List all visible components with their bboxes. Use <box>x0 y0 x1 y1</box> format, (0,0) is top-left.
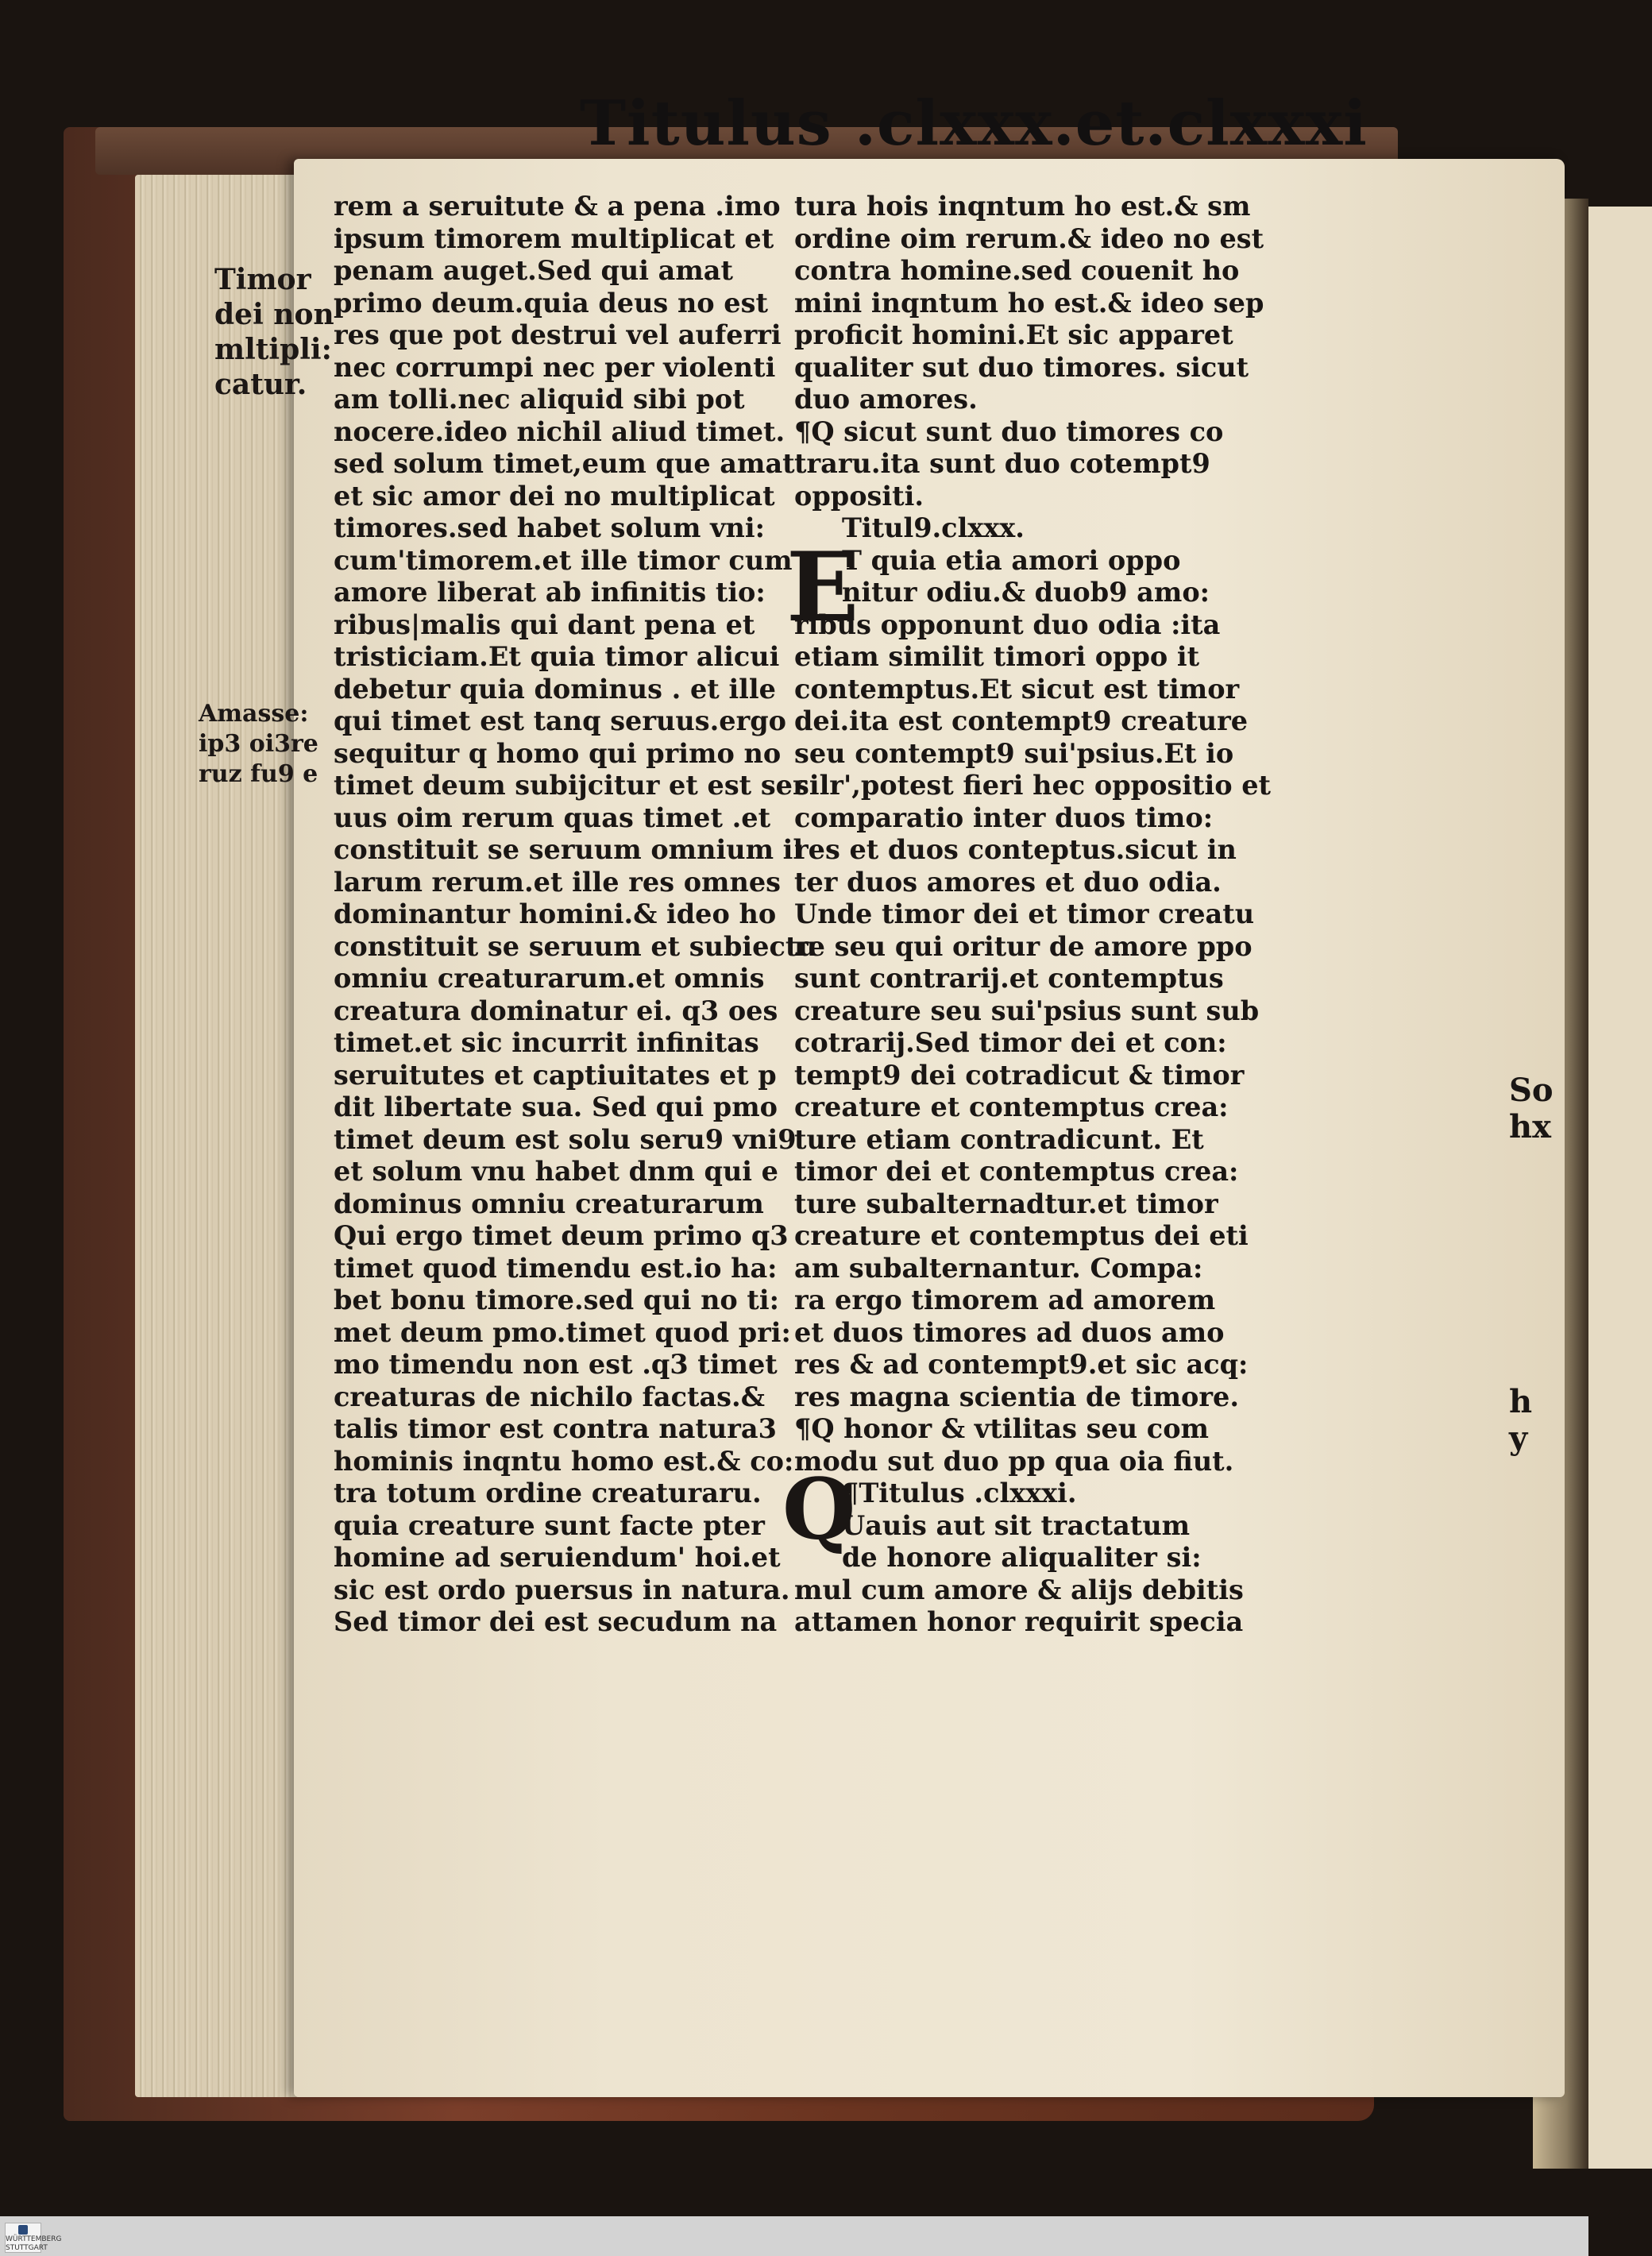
fragment: hx <box>1509 1108 1551 1145</box>
text-line: modu sut duo pp qua oia fiut. <box>794 1445 1234 1477</box>
margin-note-timor: Timor dei non mltipli: catur. <box>214 263 334 401</box>
text-line: res magna scientia de timore. <box>794 1381 1240 1412</box>
text-line: ture subalternadtur.et timor <box>794 1188 1218 1219</box>
text-line: Unde timor dei et timor creatu <box>794 898 1255 929</box>
text-line: qualiter sut duo timores. sicut <box>794 351 1249 383</box>
text-line: creature et contemptus crea: <box>794 1091 1229 1122</box>
dropcap-q: Q <box>782 1459 856 1559</box>
section-heading: Titul9.clxxx. <box>842 512 1025 543</box>
text-line: Qui ergo timet deum primo q3 <box>334 1220 789 1251</box>
text-line: res et duos conteptus.sicut in <box>794 834 1237 865</box>
text-line: dominus omniu creaturarum <box>334 1188 764 1219</box>
library-logo[interactable] <box>5 2223 62 2253</box>
text-line: timores.sed habet solum vni: <box>334 512 765 543</box>
text-line: res & ad contempt9.et sic acq: <box>794 1349 1249 1380</box>
text-line: creaturas de nichilo factas.& <box>334 1381 765 1412</box>
text-line: res que pot destrui vel auferri <box>334 319 782 350</box>
text-line: seu contempt9 sui'psius.Et io <box>794 737 1234 769</box>
left-text-column <box>334 191 817 1639</box>
text-line: ipsum timorem multiplicat et <box>334 222 774 254</box>
fragment: h <box>1509 1383 1533 1420</box>
text-line: mul cum amore & alijs debitis <box>794 1574 1244 1605</box>
dropcap-e: E <box>786 531 859 643</box>
text-line: cum'timorem.et ille timor cum <box>334 544 793 576</box>
text-line: ribus opponunt duo odia :ita <box>794 608 1221 640</box>
text-line: tura hois inqntum ho est.& sm <box>794 191 1251 222</box>
text-line: uus oim rerum quas timet .et <box>334 802 771 833</box>
text-line: talis timor est contra natura3 <box>334 1413 777 1444</box>
text-line: creature seu sui'psius sunt sub <box>794 995 1260 1026</box>
text-line: larum rerum.et ille res omnes <box>334 866 782 898</box>
text-line: timet quod timendu est.io ha: <box>334 1252 778 1284</box>
text-line: ¶Q honor & vtilitas seu com <box>794 1413 1209 1444</box>
text-line: ture etiam contradicunt. Et <box>794 1123 1204 1155</box>
text-line: ¶Q sicut sunt duo timores co <box>794 415 1224 447</box>
library-seal-icon <box>18 2225 28 2235</box>
text-line: contra homine.sed couenit ho <box>794 255 1240 286</box>
text-line: ter duos amores et duo odia. <box>794 866 1222 898</box>
fragment: y <box>1509 1420 1528 1457</box>
text-line: et solum vnu habet dnm qui e <box>334 1156 778 1187</box>
text-line: cotrarij.Sed timor dei et con: <box>794 1027 1227 1058</box>
running-header: Titulus .clxxx.et.clxxxi <box>580 87 1368 160</box>
text-line: hominis inqntu homo est.& co: <box>334 1445 794 1477</box>
text-line: de honore aliqualiter si: <box>842 1542 1202 1573</box>
text-line: proficit homini.Et sic apparet <box>794 319 1233 350</box>
text-line: tempt9 dei cotradicut & timor <box>794 1059 1245 1091</box>
logo-text: WÜRTTEMBERG STUTTGART <box>6 2235 62 2252</box>
text-line: duo amores. <box>794 384 978 415</box>
right-text-column <box>794 191 1271 1639</box>
text-line: sed solum timet,eum que amat <box>334 448 795 479</box>
text-line: timor dei et contemptus crea: <box>794 1156 1239 1187</box>
margin-note-amasse: Amasse: ip3 oi3re ruz fu9 e <box>199 700 318 788</box>
text-line: bet bonu timore.sed qui no ti: <box>334 1284 779 1315</box>
text-line: timet deum subijcitur et est ser <box>334 770 807 801</box>
text-line: am subalternantur. Compa: <box>794 1252 1203 1284</box>
text-line: T quia etia amori oppo <box>842 544 1181 576</box>
text-line: et duos timores ad duos amo <box>794 1316 1225 1348</box>
text-line: homine ad seruiendum' hoi.et <box>334 1542 781 1573</box>
text-line: creature et contemptus dei eti <box>794 1220 1249 1251</box>
text-line: re seu qui oritur de amore ppo <box>794 930 1253 962</box>
text-line: nitur odiu.& duob9 amo: <box>842 577 1210 608</box>
text-line: sequitur q homo qui primo no <box>334 737 782 769</box>
text-line: qui timet est tanq seruus.ergo <box>334 705 786 736</box>
text-line: traru.ita sunt duo cotempt9 <box>794 448 1210 479</box>
section-heading: ¶Titulus .clxxxi. <box>842 1478 1077 1509</box>
text-line: contemptus.Et sicut est timor <box>794 673 1240 705</box>
text-line: ribus|malis qui dant pena et <box>334 608 755 640</box>
text-line: timet deum est solu seru9 vni9 <box>334 1123 797 1155</box>
facing-page-fragments <box>1509 1072 1554 1457</box>
fragment: So <box>1509 1072 1554 1109</box>
text-line: Sed timor dei est secudum na <box>334 1606 778 1637</box>
text-line: creatura dominatur ei. q3 oes <box>334 995 778 1026</box>
text-line: mo timendu non est .q3 timet <box>334 1349 778 1380</box>
text-line: am tolli.nec aliquid sibi pot <box>334 384 745 415</box>
text-line: mini inqntum ho est.& ideo sep <box>794 287 1264 319</box>
text-line: ra ergo timorem ad amorem <box>794 1284 1216 1315</box>
text-line: comparatio inter duos timo: <box>794 802 1214 833</box>
viewer-footer-bar <box>0 2216 1588 2256</box>
text-line: amore liberat ab infinitis tio: <box>334 577 766 608</box>
text-line: constituit se seruum omnium il <box>334 834 804 865</box>
text-line: oppositi. <box>794 480 924 512</box>
text-line: sic est ordo puersus in natura. <box>334 1574 790 1605</box>
text-line: Uauis aut sit tractatum <box>842 1509 1191 1541</box>
text-line: debetur quia dominus . et ille <box>334 673 776 705</box>
text-line: primo deum.quia deus no est <box>334 287 768 319</box>
text-line: constituit se seruum et subiectu <box>334 930 817 962</box>
text-line: dominantur homini.& ideo ho <box>334 898 777 929</box>
text-line: omniu creaturarum.et omnis <box>334 963 765 994</box>
text-line: tristiciam.Et quia timor alicui <box>334 641 780 672</box>
text-line: sunt contrarij.et contemptus <box>794 963 1224 994</box>
text-line: rem a seruitute & a pena .imo <box>334 191 781 222</box>
text-line: seruitutes et captiuitates et p <box>334 1059 777 1091</box>
text-line: ordine oim rerum.& ideo no est <box>794 222 1264 254</box>
text-line: et sic amor dei no multiplicat <box>334 480 775 512</box>
text-line: dit libertate sua. Sed qui pmo <box>334 1091 778 1122</box>
text-line: nocere.ideo nichil aliud timet. <box>334 415 785 447</box>
text-line: dei.ita est contempt9 creature <box>794 705 1249 736</box>
text-line: attamen honor requirit specia <box>794 1606 1244 1637</box>
text-line: etiam similit timori oppo it <box>794 641 1200 672</box>
text-line: penam auget.Sed qui amat <box>334 255 733 286</box>
text-line: tra totum ordine creaturaru. <box>334 1478 762 1509</box>
text-line: silr',potest fieri hec oppositio et <box>794 770 1271 801</box>
text-line: timet.et sic incurrit infinitas <box>334 1027 759 1058</box>
text-line: met deum pmo.timet quod pri: <box>334 1316 791 1348</box>
text-line: nec corrumpi nec per violenti <box>334 351 776 383</box>
text-line: quia creature sunt facte pter <box>334 1509 765 1541</box>
